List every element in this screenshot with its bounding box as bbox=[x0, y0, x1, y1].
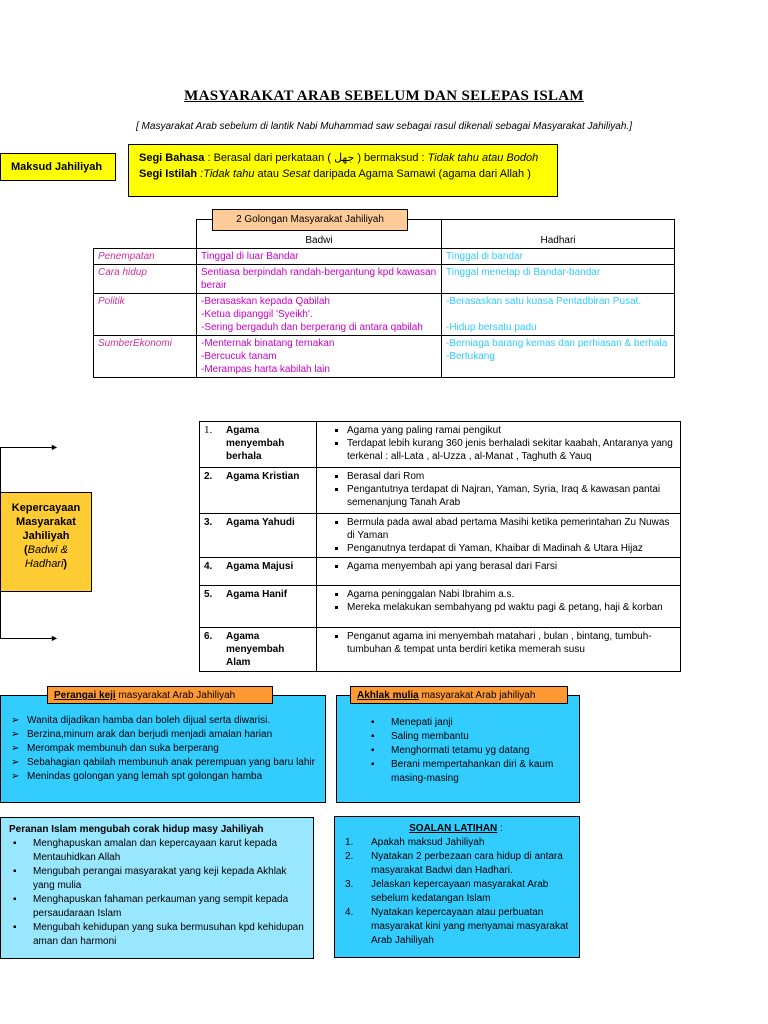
row-badwi: -Menternak binatang ternakan -Bercucuk tanam -Merampas harta kabilah lain bbox=[197, 336, 442, 378]
segi-bahasa-meaning: Tidak tahu atau Bodoh bbox=[427, 152, 539, 164]
list-item: 4. Nyatakan kepercayaan atau perbuatan masyarakat kini yang menyamai masyarakat Arab Jahiliyah bbox=[345, 907, 569, 946]
table-row bbox=[200, 628, 681, 672]
kep-line-5: Hadhari) bbox=[24, 558, 68, 570]
table-row bbox=[200, 586, 681, 628]
golongan-label: 2 Golongan Masyarakat Jahiliyah bbox=[212, 209, 408, 231]
list-item: ➢ Sebahagian qabilah membunuh anak perempuan yang baru lahir bbox=[9, 756, 319, 770]
list-item: ➢ Merompak membunuh dan suka berperang bbox=[9, 742, 319, 756]
perangai-label-rest: masyarakat Arab Jahiliyah bbox=[115, 690, 236, 701]
kepercayaan-label bbox=[0, 492, 92, 592]
row-number: 2. bbox=[204, 471, 213, 482]
page-subtitle: [ Masyarakat Arab sebelum di lantik Nabi Muhammad saw sebagai rasul dikenali sebagai Masyarakat Jahiliyah.] bbox=[136, 121, 632, 132]
list-item: ▪ Bermula pada awal abad pertama Masihi ketika pemerintahan Zu Nuwas di Yaman bbox=[347, 516, 676, 542]
list-item: ▪ Menghapuskan fahaman perkauman yang sempit kepada persaudaraan Islam bbox=[9, 893, 307, 921]
perangai-label-bold: Perangai keji bbox=[54, 690, 116, 701]
point-list bbox=[321, 424, 676, 463]
list-item: 2. Nyatakan 2 perbezaan cara hidup di antara masyarakat Badwi dan Hadhari. bbox=[345, 851, 563, 876]
list-item: ▪ Mengubah kehidupan yang suka bermusuhan kpd kehidupan aman dan harmoni bbox=[9, 921, 307, 949]
row-badwi: Tinggal di luar Bandar bbox=[197, 249, 442, 265]
list-item: ▪ Menepati janji bbox=[367, 716, 571, 730]
religion-name: Agama Majusi bbox=[226, 561, 294, 572]
row-number: 1. bbox=[204, 424, 213, 436]
row-hadhari: -Berniaga barang kemas dan perhiasan & berhala -Bertukang bbox=[442, 336, 675, 378]
segi-bahasa-text: : Berasal dari perkataan ( جهل ) bermaksud : bbox=[207, 152, 425, 164]
list-item: ▪ Agama menyembah api yang berasal dari Farsi bbox=[347, 560, 676, 573]
row-number: 3. bbox=[204, 517, 213, 528]
table-row bbox=[94, 265, 675, 294]
list-item: ➢ Berzina,minum arak dan berjudi menjadi amalan harian bbox=[9, 728, 319, 742]
akhlak-label-bold: Akhlak mulia bbox=[357, 690, 419, 701]
arrowhead-bottom-icon: ► bbox=[50, 633, 59, 643]
arrowhead-top-icon: ► bbox=[50, 442, 59, 452]
akhlak-label-rest: masyarakat Arab jahiliyah bbox=[418, 690, 536, 701]
list-item: 1. Apakah maksud Jahiliyah bbox=[345, 837, 485, 848]
segi-istilah-line bbox=[139, 166, 547, 182]
row-number: 5. bbox=[204, 589, 213, 600]
table-row bbox=[200, 468, 681, 514]
row-hadhari: Tinggal di bandar bbox=[442, 249, 675, 265]
list-item: ▪ Penganut agama ini menyembah matahari , bulan , bintang, tumbuh-tumbuhan & tempat unta berdiri ketika memerah susu bbox=[347, 630, 676, 656]
religion-name: Agama Kristian bbox=[226, 471, 300, 482]
segi-istilah-key: Segi Istilah bbox=[139, 168, 198, 180]
akhlak-box bbox=[336, 695, 580, 803]
list-item: ▪ Menghapuskan amalan dan kepercayaan karut kepada Mentauhidkan Allah bbox=[9, 837, 307, 865]
peranan-box bbox=[0, 817, 314, 959]
segi-istilah-c: Sesat bbox=[282, 168, 311, 180]
soalan-label: SOALAN LATIHAN bbox=[409, 823, 498, 834]
point-list bbox=[321, 588, 676, 614]
list-item: ▪ Agama yang paling ramai pengikut bbox=[347, 424, 676, 437]
religion-name: Agama Yahudi bbox=[226, 517, 295, 528]
peranan-label: Peranan Islam mengubah corak hidup masy Jahiliyah bbox=[9, 824, 264, 835]
list-item: ▪ Pengantutnya terdapat di Najran, Yaman, Syria, Iraq & kawasan pantai semenanjung Tanah Arab bbox=[347, 483, 676, 509]
table-row bbox=[94, 249, 675, 265]
arrow-bottom bbox=[0, 638, 52, 639]
row-hadhari: Tinggal menetap di Bandar-bandar bbox=[442, 265, 675, 294]
soalan-list bbox=[343, 836, 569, 948]
table-row bbox=[94, 336, 675, 378]
list-item: ▪ Agama peninggalan Nabi Ibrahim a.s. bbox=[347, 588, 676, 601]
row-category: Politik bbox=[94, 294, 197, 336]
row-badwi: -Berasaskan kepada Qabilah -Ketua dipanggil 'Syeikh'. -Sering bergaduh dan berperang di antara qabilah bbox=[197, 294, 442, 336]
religion-name: Agama menyembah Alam bbox=[226, 631, 285, 668]
row-category: Penempatan bbox=[94, 249, 197, 265]
kep-line-3: Jahiliyah bbox=[22, 530, 70, 542]
religion-name: Agama menyembah berhala bbox=[226, 425, 285, 462]
point-list bbox=[321, 560, 676, 573]
bracket-line-bottom bbox=[0, 592, 1, 639]
point-list bbox=[321, 470, 676, 509]
soalan-label-suffix: : bbox=[497, 823, 503, 834]
perangai-label bbox=[47, 686, 273, 704]
maksud-label: Maksud Jahiliyah bbox=[0, 153, 116, 181]
header-badwi: Badwi bbox=[197, 220, 442, 249]
soalan-box bbox=[334, 816, 580, 958]
list-item: ▪ Penganutnya terdapat di Yaman, Khaibar di Madinah & Utara Hijaz bbox=[347, 542, 676, 555]
list-item: ▪ Berani mempertahankan diri & kaum masing-masing bbox=[367, 758, 571, 786]
list-item: ▪ Mengubah perangai masyarakat yang keji kepada Akhlak yang mulia bbox=[9, 865, 307, 893]
golongan-table bbox=[93, 219, 675, 378]
list-item: ▪ Berasal dari Rom bbox=[347, 470, 676, 483]
list-item: ▪ Menghormati tetamu yg datang bbox=[367, 744, 571, 758]
point-list bbox=[321, 516, 676, 555]
religion-name: Agama Hanif bbox=[226, 589, 288, 600]
definition-box bbox=[128, 144, 558, 197]
list-item: ▪ Saling membantu bbox=[367, 730, 571, 744]
list-item: ➢ Menindas golongan yang lemah spt golongan hamba bbox=[9, 770, 319, 784]
akhlak-list bbox=[367, 716, 571, 786]
table-row bbox=[200, 558, 681, 586]
soalan-heading bbox=[343, 822, 569, 836]
list-item: ➢ Wanita dijadikan hamba dan boleh dijual serta diwarisi. bbox=[9, 714, 319, 728]
bracket-line-top bbox=[0, 447, 1, 492]
kepercayaan-table bbox=[199, 421, 681, 672]
peranan-list bbox=[9, 837, 307, 949]
table-row bbox=[94, 294, 675, 336]
kep-line-1: Kepercayaan bbox=[11, 502, 81, 514]
perangai-box bbox=[0, 695, 326, 803]
kep-line-4: (Badwi & bbox=[23, 544, 69, 556]
list-item: 3. Jelaskan kepercayaan masyarakat Arab sebelum kedatangan Islam bbox=[345, 879, 549, 904]
segi-istilah-d: daripada Agama Samawi (agama dari Allah ) bbox=[310, 168, 531, 180]
row-category: Cara hidup bbox=[94, 265, 197, 294]
segi-istilah-b: atau bbox=[254, 168, 282, 180]
list-item: ▪ Mereka melakukan sembahyang pd waktu pagi & petang, haji & korban bbox=[347, 601, 676, 614]
akhlak-label bbox=[350, 686, 568, 704]
table-row bbox=[200, 422, 681, 468]
segi-bahasa-key: Segi Bahasa bbox=[139, 152, 205, 164]
segi-bahasa-line bbox=[139, 150, 547, 166]
perangai-list bbox=[9, 714, 319, 784]
row-hadhari: -Berasaskan satu kuasa Pentadbiran Pusat. -Hidup bersatu padu bbox=[442, 294, 675, 336]
row-number: 6. bbox=[204, 631, 213, 642]
page-title: MASYARAKAT ARAB SEBELUM DAN SELEPAS ISLAM bbox=[184, 88, 584, 104]
table-row bbox=[200, 514, 681, 558]
point-list bbox=[321, 630, 676, 656]
list-item: ▪ Terdapat lebih kurang 360 jenis berhaladi sekitar kaabah, Antaranya yang terkenal : all-Lata , al-Uzza , al-Manat , Taghuth & Yauq bbox=[347, 437, 676, 463]
kep-line-2: Masyarakat bbox=[16, 516, 76, 528]
arrow-top bbox=[0, 447, 52, 448]
header-hadhari: Hadhari bbox=[442, 220, 675, 249]
segi-istilah-a: :Tidak tahu bbox=[200, 168, 255, 180]
row-badwi: Sentiasa berpindah randah-bergantung kpd kawasan berair bbox=[197, 265, 442, 294]
row-number: 4. bbox=[204, 561, 213, 572]
row-category: SumberEkonomi bbox=[94, 336, 197, 378]
